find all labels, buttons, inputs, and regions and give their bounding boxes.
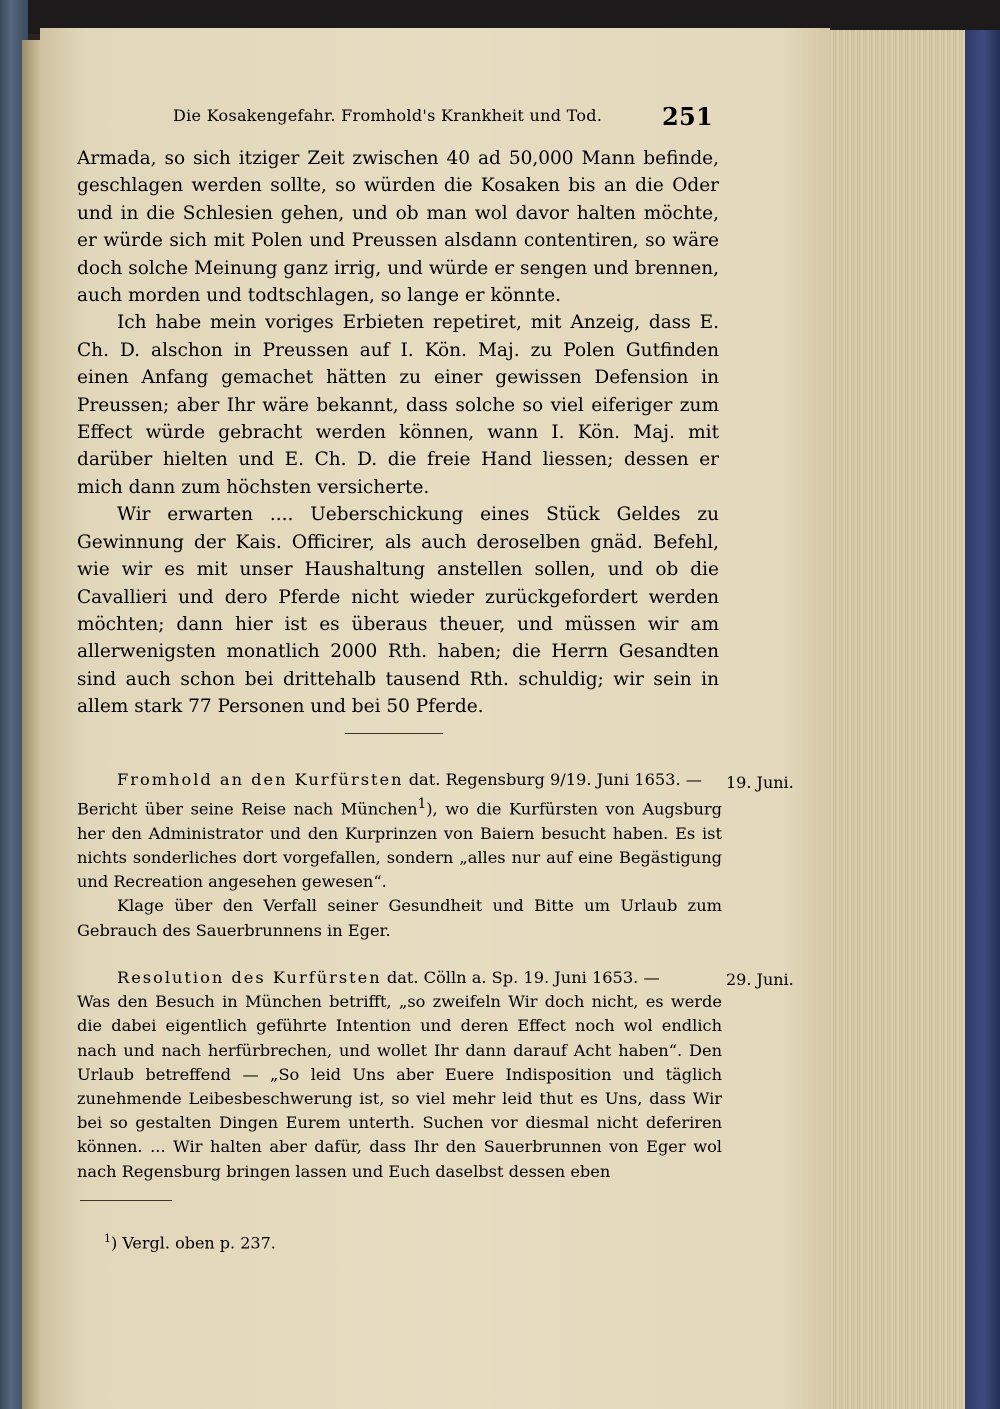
margin-date: 19. Juni. [726,773,794,792]
entry-fromhold [77,768,722,943]
entry-heading-line [77,966,722,990]
entry-text: Klage über den Verfall seiner Gesundheit und Bitte um Urlaub zum Gebrauch des Sauerbrunnens in Eger. [77,896,722,940]
entry-text: Bericht über seine Reise nach München$^1$), wo die Kurfürsten von Augsburg her den Administrator und den Kurprinzen von Baiern besucht haben. Es ist nichts sonderliches dort vorgefallen, sondern „alles nur auf eine Begästigung und Recreation angesehen gewesen“. [77,796,722,892]
footnote [104,1232,276,1252]
book-cover-right [965,30,1000,1409]
paragraph: Wir erwarten .... Ueberschickung eines Stück Geldes zu Gewinnung der Kais. Officirer, als auch deroselben gnäd. Befehl, wie wir es mit unser Haushaltung anstellen sollen, und ob die Cavallieri und dero Pferde nicht wieder zurückgefordert werden möchten; dann hier ist es überaus theuer, und müssen wir am allerwenigsten monatlich 2000 Rth. haben; die Herrn Gesandten sind auch schon bei drittehalb tausend Rth. schuldig; wir sein in allem stark 77 Personen und bei 50 Pferde. [77,504,719,718]
entry-dateline: dat. Regensburg 9/19. Juni 1653. — [408,770,702,789]
paragraph: Ich habe mein voriges Erbieten repetiret, mit Anzeig, dass E. Ch. D. alschon in Preussen auf I. Kön. Maj. zu Polen Gutfinden einen Anfang gemachet hätten zu einer gewissen Defension in Preussen; aber Ihr wäre bekannt, dass solche so viel eiferiger zum Effect würde gebracht werden können, wann I. Kön. Maj. mit darüber hielten und E. Ch. D. die freie Hand liessen; dessen er mich dann zum höchsten versicherte. [77,312,719,498]
main-text [77,145,719,721]
footnote-mark: 1 [104,1232,111,1245]
page-stack-edge [822,30,982,1409]
entry-resolution [77,966,722,1184]
footnote-divider [80,1200,172,1201]
running-header [133,102,713,132]
footnote-ref: 1 [417,796,427,813]
margin-date: 29. Juni. [726,970,794,989]
entry-heading-line [77,768,722,792]
entry-heading: Resolution des Kurfürsten [117,968,382,987]
entry-heading: Fromhold an den Kurfürsten [117,770,404,789]
running-title: Die Kosakengefahr. Fromhold's Krankheit und Tod. [173,106,603,125]
entry-dateline: dat. Cölln a. Sp. 19. Juni 1653. — [386,968,660,987]
entry-text: Was den Besuch in München betrifft, „so zweifeln Wir doch nicht, es werde die dabei eigentlich geführte Intention und deren Effect noch wol endlich nach und nach herfürbrechen, und wollet Ihr dann darauf Acht haben“. Den Urlaub betreffend — „So leid Uns aber Euere Indisposition und täglich zunehmende Leibesbeschwerung ist, so viel mehr leid thut es Uns, dass Wir bei so gestalten Dingen Eurem unterth. Suchen vor diesmal nicht deferiren können. ... Wir halten aber dafür, dass Ihr den Sauerbrunnen von Eger wol nach Regensburg bringen lassen und Euch daselbst dessen eben [77,992,722,1181]
footnote-text: ) Vergl. oben p. 237. [111,1233,276,1253]
paragraph: Armada, so sich itziger Zeit zwischen 40 ad 50,000 Mann befinde, geschlagen werden sollte, so würden die Kosaken bis an die Oder und in die Schlesien gehen, und ob man wol davor halten möchte, er würde sich mit Polen und Preussen alsdann contentiren, so wäre doch solche Meinung ganz irrig, und würde er sengen und brennen, auch morden und todtschlagen, so lange er könnte. [77,148,719,307]
page-number: 251 [662,102,713,131]
section-divider [345,733,443,734]
